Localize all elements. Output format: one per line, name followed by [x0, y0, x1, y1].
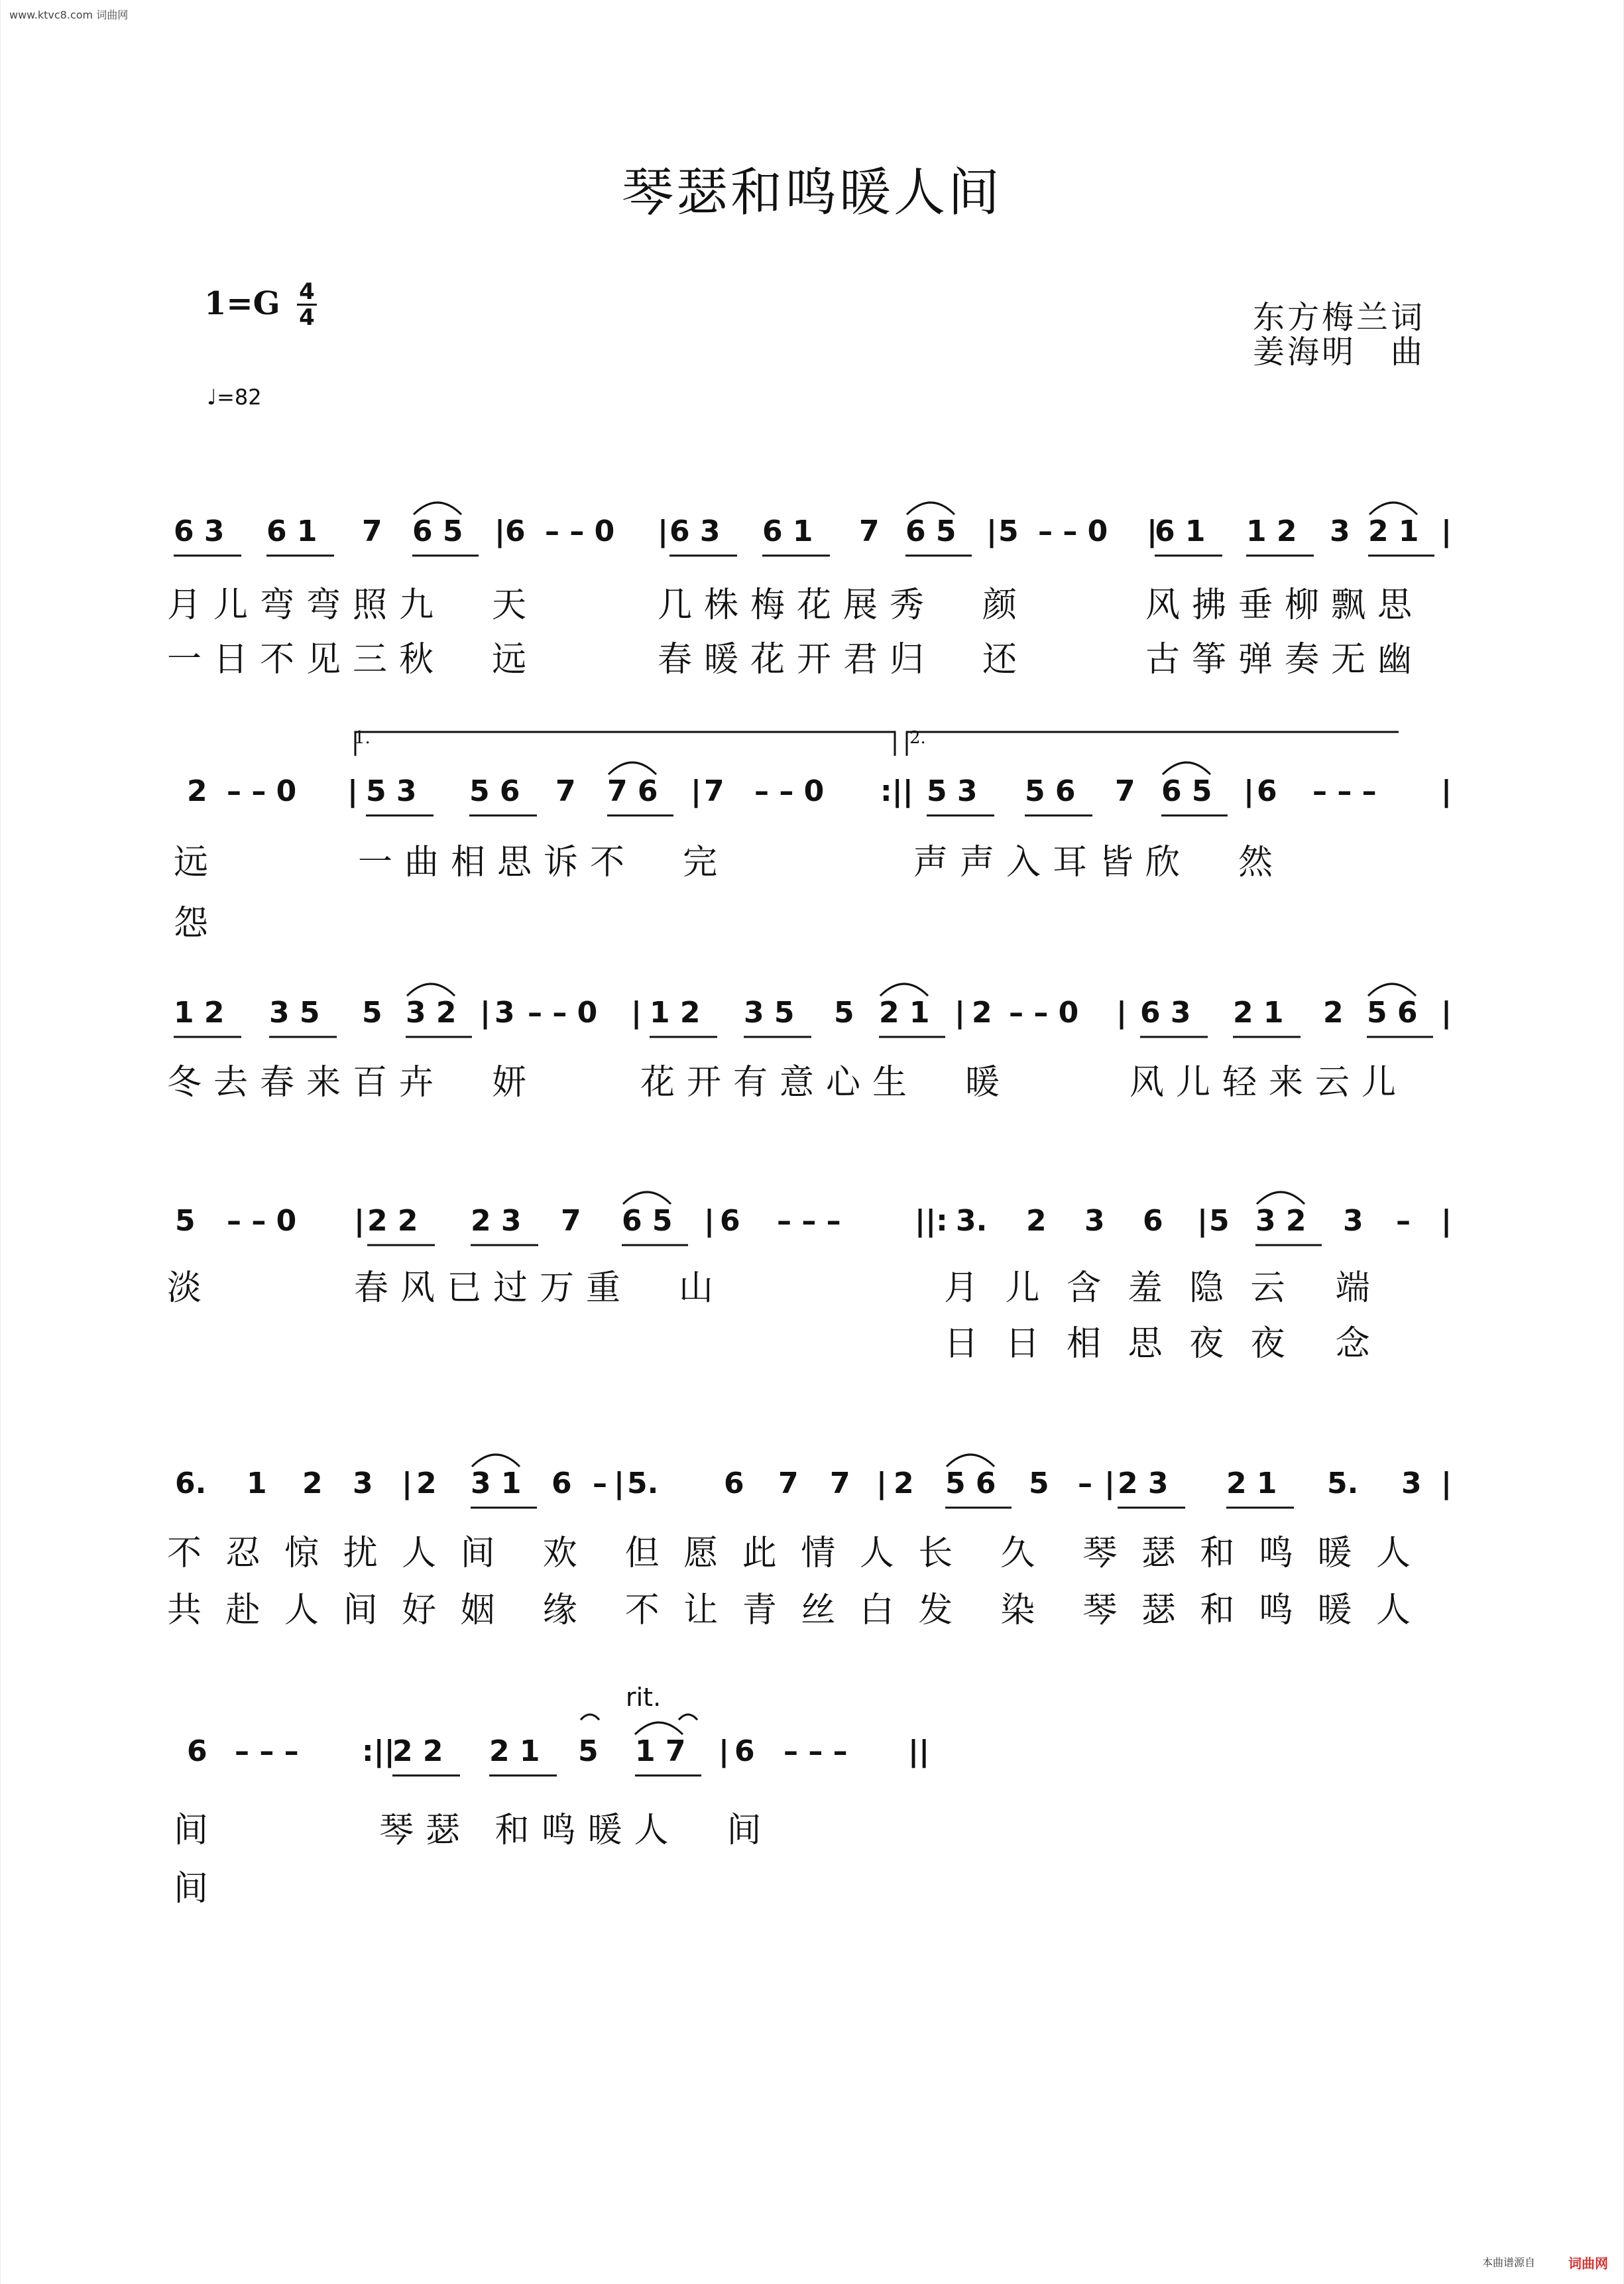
tempo-marking: ♩=82	[207, 385, 262, 410]
note-group: 7	[859, 514, 880, 548]
note-group: – – 0	[1038, 514, 1108, 548]
note-group: 5.	[1327, 1467, 1359, 1500]
note-group: 5 6	[469, 774, 520, 808]
note-group: 5 6	[1367, 996, 1418, 1030]
lyric-phrase: 月儿弯弯照九 天	[167, 585, 539, 625]
barline: |	[1197, 1204, 1208, 1238]
note-group: 6	[720, 1204, 740, 1238]
note-group: 2	[416, 1467, 437, 1500]
note-group: 1 2	[650, 996, 701, 1030]
note-group: – – 0	[754, 774, 825, 808]
note-group: – – –	[777, 1204, 841, 1238]
note-group: 3	[353, 1467, 373, 1500]
note-group: – – –	[1312, 774, 1377, 808]
barline: |	[704, 1204, 715, 1238]
lyric-phrase: 春风已过万重 山	[354, 1268, 726, 1308]
slur	[472, 1455, 520, 1467]
note-group: 2 3	[1118, 1467, 1169, 1500]
footer-logo: 词曲网	[1568, 2255, 1608, 2271]
note-group: 2	[972, 996, 992, 1030]
barline: |	[354, 1204, 365, 1238]
note-group: 7	[830, 1467, 850, 1500]
note-group: 5 6	[945, 1467, 996, 1500]
note-group: – – –	[235, 1734, 299, 1768]
lyric-phrase: 间	[174, 1811, 221, 1850]
note-group: 6	[505, 514, 526, 548]
key-signature: 1=G	[204, 285, 280, 322]
site-header: www.ktvc8.com 词曲网	[9, 9, 129, 21]
meter-top: 4	[299, 278, 315, 305]
lyric-phrase: 月 儿 含 羞 隐 云 端	[944, 1268, 1378, 1308]
barline: |	[494, 514, 506, 548]
note-group: 5 3	[927, 774, 978, 808]
note-group: 7 6	[607, 774, 658, 808]
barline: |	[1441, 1204, 1452, 1238]
note-group: 5 3	[366, 774, 417, 808]
lyric-phrase: 一日不见三秋 远	[167, 640, 539, 680]
lyric-phrase: 一曲相思诉不 完	[358, 843, 730, 882]
slur	[609, 762, 656, 774]
note-group: 3 5	[269, 996, 320, 1030]
note-group: 3	[1343, 1204, 1363, 1238]
barline: |	[1116, 996, 1128, 1030]
note-group: 5	[1209, 1204, 1230, 1238]
barline: |	[876, 1467, 888, 1500]
barline: |	[402, 1467, 413, 1500]
barline: |	[658, 514, 669, 548]
note-group: 3 2	[1255, 1204, 1306, 1238]
final-barline: ||	[908, 1734, 930, 1768]
note-group: 3 1	[471, 1467, 522, 1500]
song-title: 琴瑟和鸣暖人间	[621, 163, 1002, 223]
note-group: 6 5	[905, 514, 957, 548]
lyric-phrase: 冬去春来百卉 妍	[167, 1063, 539, 1103]
note-group: 6	[187, 1734, 207, 1768]
note-group: 5	[175, 1204, 196, 1238]
system-5-lyrics-verse-2: 共 赴 人 间 好 姻 缘 不 让 青 丝 白 发 染 琴 瑟 和 鸣 暖 人	[167, 1591, 1417, 1630]
barline: |	[719, 1734, 730, 1768]
note-group: 2 1	[1226, 1467, 1277, 1500]
note-group: 6 3	[1140, 996, 1191, 1030]
slur	[414, 503, 461, 514]
note-group: –	[1396, 1204, 1411, 1238]
barline: |	[691, 774, 702, 808]
note-group: 2 1	[489, 1734, 540, 1768]
lyric-phrase: 日 日 相 思 夜 夜 念	[944, 1324, 1378, 1364]
volta-1-label: 1.	[354, 728, 371, 748]
note-group: 6	[551, 1467, 572, 1500]
volta-2-label: 2.	[909, 728, 926, 748]
note-group: 2	[1026, 1204, 1047, 1238]
note-group: 6 1	[762, 514, 813, 548]
note-group: –	[593, 1467, 607, 1500]
note-group: 1	[247, 1467, 267, 1500]
note-group: 2	[187, 774, 207, 808]
note-group: 3.	[956, 1204, 988, 1238]
barline: |	[1441, 996, 1452, 1030]
note-group: 7	[704, 774, 725, 808]
note-group: 5	[834, 996, 854, 1030]
note-group: 6 1	[266, 514, 318, 548]
ritardando-marking: rit.	[626, 1683, 662, 1712]
lyric-phrase: 花开有意心生 暖	[640, 1063, 1012, 1103]
lyric-phrase: 怨	[174, 904, 221, 943]
note-group: 3	[1401, 1467, 1422, 1500]
note-group: 6 5	[412, 514, 463, 548]
fermata	[679, 1714, 697, 1720]
slur	[635, 1722, 683, 1734]
barline: |	[480, 996, 491, 1030]
lyricist-credit: 东方梅兰词	[1253, 299, 1426, 336]
note-group: 3	[1330, 514, 1350, 548]
note-group: 2	[302, 1467, 323, 1500]
note-group: 6 3	[669, 514, 721, 548]
repeat-start: ||:	[915, 1204, 948, 1238]
note-group: 1 2	[174, 996, 225, 1030]
barline: |	[1104, 1467, 1116, 1500]
note-group: – – –	[783, 1734, 848, 1768]
lyric-phrase: 琴瑟 和鸣暖人 间	[379, 1811, 774, 1850]
note-group: 5.	[627, 1467, 659, 1500]
note-group: 7	[778, 1467, 799, 1500]
lyric-phrase: 风拂垂柳飘思	[1145, 585, 1424, 625]
note-group: 6	[734, 1734, 755, 1768]
note-group: 5	[1029, 1467, 1049, 1500]
barline: |	[1441, 1467, 1452, 1500]
lyric-phrase: 春暖花开君归 还	[658, 640, 1029, 680]
note-group: 7	[1115, 774, 1135, 808]
note-group: 5	[998, 514, 1019, 548]
note-group: 1 2	[1246, 514, 1297, 548]
fermata	[581, 1714, 599, 1720]
note-group: 6	[1257, 774, 1277, 808]
slur	[880, 984, 928, 996]
barline: |	[1147, 514, 1158, 548]
slur	[907, 503, 955, 514]
volta-2-bracket	[907, 732, 1399, 756]
note-group: 6	[724, 1467, 744, 1500]
note-group: 3 5	[744, 996, 795, 1030]
barline: |	[347, 774, 359, 808]
lyric-phrase: 间	[174, 1869, 221, 1909]
note-group: 3	[494, 996, 515, 1030]
barline: |	[1244, 774, 1255, 808]
note-group: 7	[561, 1204, 581, 1238]
note-group: 2 3	[471, 1204, 522, 1238]
slur	[407, 984, 455, 996]
repeat-end: :||	[362, 1734, 395, 1768]
note-group: –	[1078, 1467, 1092, 1500]
volta-1-bracket	[355, 732, 895, 756]
note-group: 2 1	[879, 996, 930, 1030]
note-group: 5 6	[1025, 774, 1076, 808]
note-group: 7	[555, 774, 576, 808]
note-group: 5	[362, 996, 382, 1030]
note-group: 2 1	[1368, 514, 1419, 548]
note-group: – – 0	[545, 514, 615, 548]
barline: |	[955, 996, 966, 1030]
note-group: 1 7	[635, 1734, 686, 1768]
note-group: – – 0	[1009, 996, 1079, 1030]
lyric-phrase: 声声入耳皆欣 然	[913, 843, 1285, 882]
barline: |	[631, 996, 642, 1030]
note-group: 6 1	[1155, 514, 1206, 548]
barline: |	[986, 514, 998, 548]
system-5-lyrics-verse-1: 不 忍 惊 扰 人 间 欢 但 愿 此 情 人 长 久 琴 瑟 和 鸣 暖 人	[167, 1533, 1417, 1573]
repeat-end: :||	[880, 774, 913, 808]
slur	[623, 1192, 671, 1204]
note-group: 2	[1323, 996, 1344, 1030]
note-group: 5	[578, 1734, 599, 1768]
note-group: 6 5	[1161, 774, 1212, 808]
barline: |	[1441, 514, 1452, 548]
barline: |	[1441, 774, 1452, 808]
note-group: 6	[1143, 1204, 1163, 1238]
note-group: 6.	[175, 1467, 207, 1500]
note-group: – – 0	[528, 996, 598, 1030]
footer-source-text: 本曲谱源自	[1482, 2256, 1536, 2269]
note-group: 3	[1084, 1204, 1105, 1238]
note-group: 2	[894, 1467, 914, 1500]
lyric-phrase: 几株梅花展秀 颜	[658, 585, 1029, 625]
composer-credit: 姜海明 曲	[1253, 333, 1426, 371]
note-group: 3 2	[406, 996, 457, 1030]
slur	[1368, 984, 1416, 996]
note-group: – – 0	[227, 774, 297, 808]
lyric-phrase: 淡	[167, 1268, 214, 1308]
note-group: 2 2	[392, 1734, 443, 1768]
lyric-phrase: 古筝弹奏无幽	[1145, 640, 1424, 680]
slur	[1163, 762, 1210, 774]
slur	[1257, 1192, 1305, 1204]
slur	[1369, 503, 1417, 514]
note-group: – – 0	[227, 1204, 297, 1238]
lyric-phrase: 远	[174, 843, 221, 882]
note-group: 2 2	[367, 1204, 418, 1238]
meter-bottom: 4	[299, 304, 315, 331]
note-group: 7	[362, 514, 382, 548]
lyric-phrase: 风儿轻来云儿	[1130, 1063, 1409, 1103]
note-group: 2 1	[1233, 996, 1284, 1030]
note-group: 6 3	[174, 514, 225, 548]
barline: |	[614, 1467, 625, 1500]
slur	[947, 1455, 994, 1467]
note-group: 6 5	[622, 1204, 673, 1238]
